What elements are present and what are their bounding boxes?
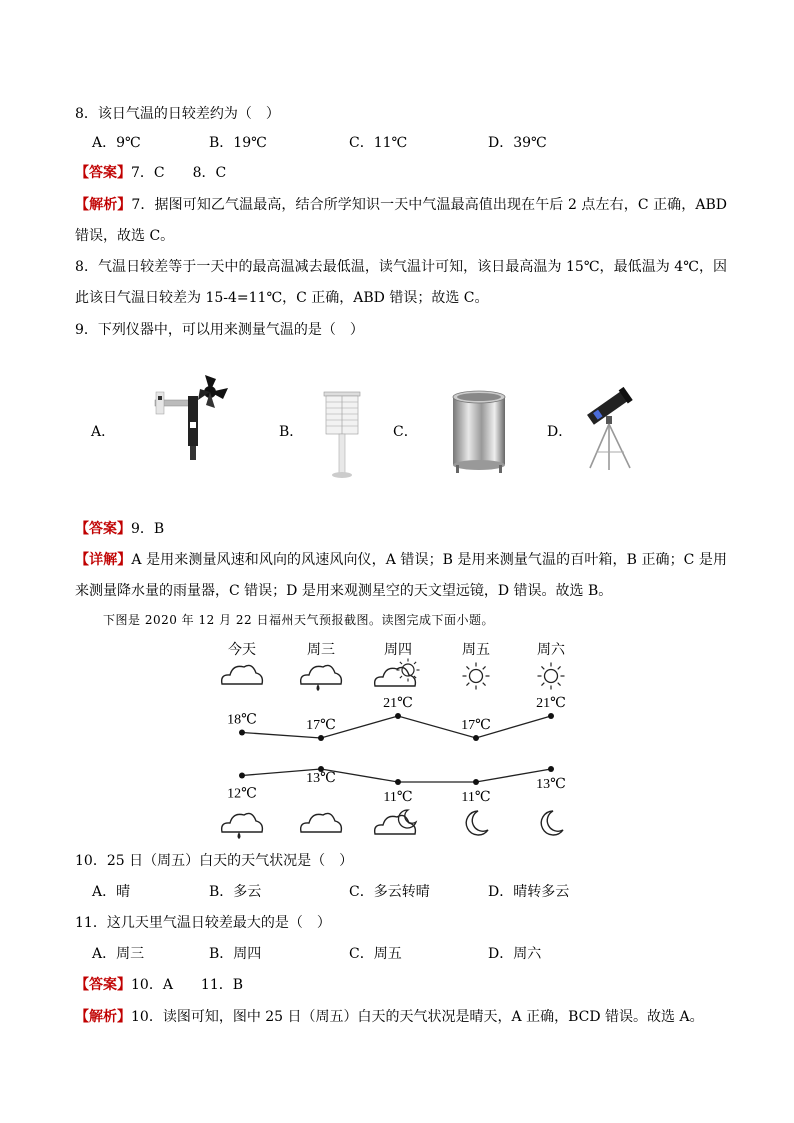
sun-icon <box>463 663 490 690</box>
data-label: 11℃ <box>461 790 491 805</box>
q9-label-c: C． <box>393 424 418 440</box>
answer-text: 9．B <box>131 521 165 537</box>
weather-forecast-chart <box>200 630 600 845</box>
analysis-text: 10．读图可知，图中 25 日（周五）白天的天气状况是晴天，A 正确，BCD 错误。故选 A。 <box>131 1009 704 1025</box>
data-point <box>395 713 401 719</box>
data-label: 12℃ <box>227 786 257 802</box>
data-point <box>473 779 479 785</box>
q10-option-c: C．多云转晴 <box>349 884 430 900</box>
q11-option-c: C．周五 <box>349 946 402 962</box>
analysis-tag: 【解析】 <box>75 197 132 213</box>
telescope-image <box>578 380 640 472</box>
q11-option-d: D．周六 <box>488 946 542 962</box>
analysis-p2: 8．气温日较差等于一天中的最高温减去最低温，读气温计可知，该日最高温为 15℃，最低温为 4℃，因此该日气温日较差为 15-4=11℃，C 正确，ABD 错误；故选 C。 <box>75 259 727 306</box>
analysis-tag: 【解析】 <box>75 1009 131 1025</box>
answer-block-1 <box>75 162 226 184</box>
data-label: 18℃ <box>227 712 257 728</box>
anemometer-image <box>150 372 250 467</box>
detail-block <box>75 545 727 607</box>
q9-label-d: D． <box>547 424 573 440</box>
q10-option-d: D．晴转多云 <box>488 884 570 900</box>
data-point <box>548 766 554 772</box>
answer-block-2 <box>75 518 164 540</box>
data-label: 17℃ <box>306 718 336 733</box>
data-label: 13℃ <box>536 777 566 792</box>
moon-icon <box>466 811 488 835</box>
answer-tag: 【答案】 <box>75 521 131 537</box>
cloud-rain-icon <box>301 665 342 691</box>
cloudy-icon <box>222 665 263 684</box>
moon-icon <box>541 811 563 835</box>
data-point <box>318 735 324 741</box>
q11-option-b: B．周四 <box>209 946 262 962</box>
analysis-block-2 <box>75 1006 704 1028</box>
data-label: 17℃ <box>461 718 491 733</box>
answer-block-3 <box>75 974 243 996</box>
q9-label-b: B． <box>279 424 304 440</box>
q11-stem: 11．这几天里气温日较差最大的是（ ） <box>75 915 331 931</box>
data-point <box>239 773 245 779</box>
data-point <box>473 735 479 741</box>
analysis-block-1 <box>75 190 727 252</box>
day-label: 今天 <box>228 642 256 658</box>
partly-sunny-icon <box>375 659 420 687</box>
sun-icon <box>538 663 565 690</box>
q10-option-a: A．晴 <box>92 884 131 900</box>
data-label: 21℃ <box>383 696 413 711</box>
q8-option-b: B．19℃ <box>209 135 267 151</box>
data-label: 13℃ <box>306 771 336 786</box>
detail-text: A 是用来测量风速和风向的风速风向仪，A 错误；B 是用来测量气温的百叶箱，B 正确；C 是用来测量降水量的雨量器，C 错误；D 是用来观测星空的天文望远镜，D 错误。故选 B。 <box>75 552 728 599</box>
figure-intro: 下图是 2020 年 12 月 22 日福州天气预报截图。读图完成下面小题。 <box>103 613 494 627</box>
q10-option-b: B．多云 <box>209 884 262 900</box>
answer-tag: 【答案】 <box>75 977 131 993</box>
data-label: 21℃ <box>536 696 566 711</box>
day-label: 周四 <box>384 642 412 658</box>
cloud-moon-icon <box>375 810 416 834</box>
q9-stem: 9．下列仪器中，可以用来测量气温的是（ ） <box>75 322 364 338</box>
q9-label-a: A． <box>91 424 116 440</box>
analysis-p1: 7．据图可知乙气温最高，结合所学知识一天中气温最高值出现在午后 2 点左右，C 正确，ABD 错误，故选 C。 <box>75 197 728 244</box>
data-point <box>395 779 401 785</box>
stevenson-screen-image <box>322 388 362 480</box>
q8-option-c: C．11℃ <box>349 135 408 151</box>
answer-text: 7．C 8．C <box>131 165 227 181</box>
rain-gauge-image <box>448 389 510 475</box>
data-label: 11℃ <box>383 790 413 805</box>
q8-option-a: A．9℃ <box>92 135 141 151</box>
series-line <box>242 716 551 738</box>
answer-text: 10．A 11．B <box>131 977 244 993</box>
day-label: 周三 <box>307 642 335 658</box>
answer-tag: 【答案】 <box>75 165 131 181</box>
q8-option-d: D．39℃ <box>488 135 547 151</box>
data-point <box>239 730 245 736</box>
q11-option-a: A．周三 <box>92 946 145 962</box>
q10-stem: 10．25 日（周五）白天的天气状况是（ ） <box>75 853 354 869</box>
q8-stem: 8．该日气温的日较差约为（ ） <box>75 106 280 122</box>
detail-tag: 【详解】 <box>75 552 132 568</box>
data-point <box>548 713 554 719</box>
day-label: 周六 <box>537 642 565 658</box>
cloud-rain-icon <box>222 813 263 839</box>
day-label: 周五 <box>462 642 490 658</box>
cloudy-icon <box>301 813 342 832</box>
